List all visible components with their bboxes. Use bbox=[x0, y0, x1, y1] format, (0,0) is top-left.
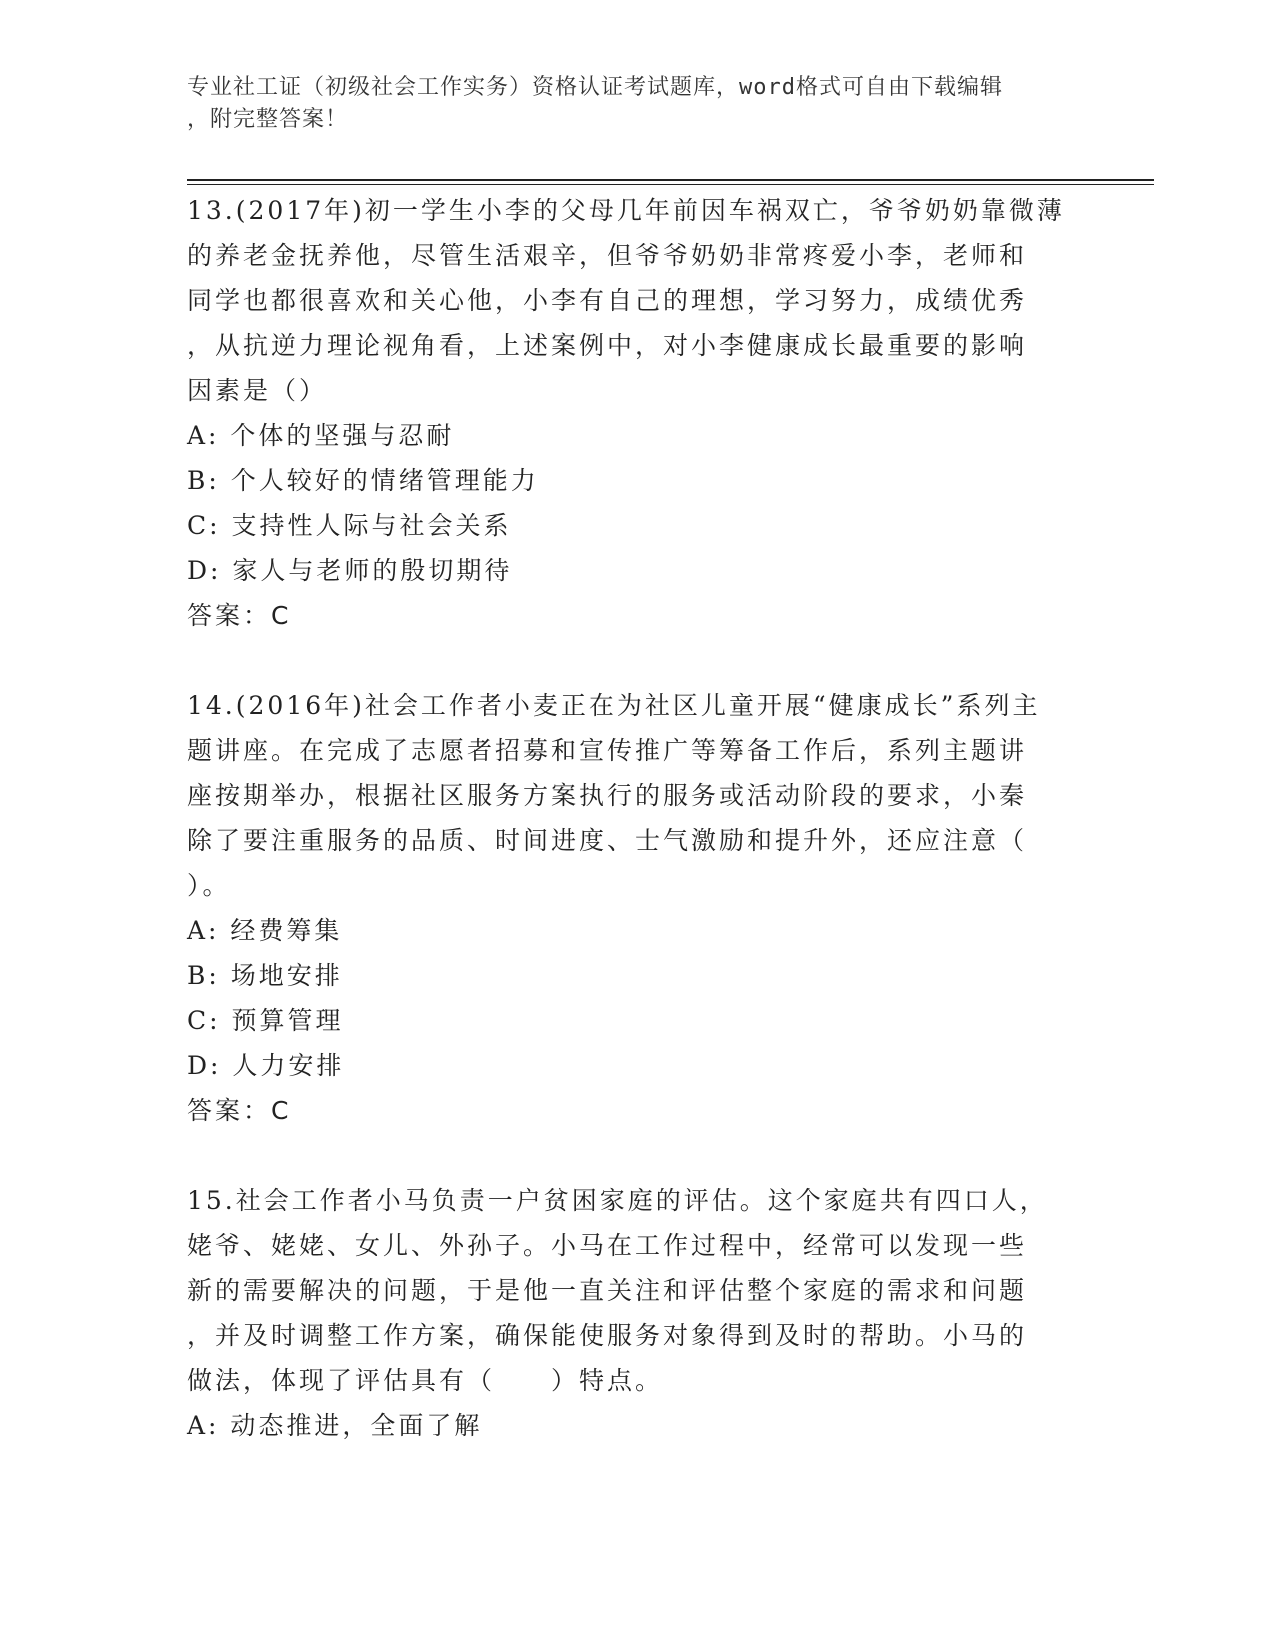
option-b: B: 个人较好的情绪管理能力 bbox=[187, 466, 539, 495]
header-divider-thick bbox=[187, 179, 1154, 181]
question-text-line: 题讲座。在完成了志愿者招募和宣传推广等筹备工作后，系列主题讲 bbox=[187, 736, 1028, 765]
option-b: B: 场地安排 bbox=[187, 961, 343, 990]
question-text-line: 同学也都很喜欢和关心他，小李有自己的理想，学习努力，成绩优秀 bbox=[187, 286, 1028, 315]
question-text-line: 15.社会工作者小马负责一户贫困家庭的评估。这个家庭共有四口人， bbox=[187, 1186, 1048, 1215]
option-a: A: 个体的坚强与忍耐 bbox=[187, 421, 455, 450]
option-c: C: 预算管理 bbox=[187, 1006, 344, 1035]
question-text-line: 13.(2017年)初一学生小李的父母几年前因车祸双亡，爷爷奶奶靠微薄 bbox=[187, 196, 1065, 225]
question-text-line: 座按期举办，根据社区服务方案执行的服务或活动阶段的要求，小秦 bbox=[187, 781, 1028, 810]
option-d: D: 家人与老师的殷切期待 bbox=[187, 556, 513, 585]
question-list bbox=[187, 188, 1107, 1448]
answer-label: 答案：C bbox=[187, 601, 292, 630]
question-text-line: 的养老金抚养他，尽管生活艰辛，但爷爷奶奶非常疼爱小李，老师和 bbox=[187, 241, 1028, 270]
question-text-line: 做法，体现了评估具有（ ）特点。 bbox=[187, 1366, 664, 1395]
question-text-line: ，从抗逆力理论视角看，上述案例中，对小李健康成长最重要的影响 bbox=[187, 331, 1028, 360]
option-a: A: 动态推进，全面了解 bbox=[187, 1411, 483, 1440]
question-text-line: 新的需要解决的问题，于是他一直关注和评估整个家庭的需求和问题 bbox=[187, 1276, 1028, 1305]
question-text-line: 14.(2016年)社会工作者小麦正在为社区儿童开展“健康成长”系列主 bbox=[187, 691, 1041, 720]
spacer bbox=[187, 1133, 1107, 1178]
question-13 bbox=[187, 188, 1107, 638]
answer-label: 答案：C bbox=[187, 1096, 292, 1125]
question-text-line: 因素是（） bbox=[187, 376, 328, 405]
header-line-2: ，附完整答案！ bbox=[187, 107, 349, 132]
option-a: A: 经费筹集 bbox=[187, 916, 343, 945]
question-text-line: ，并及时调整工作方案，确保能使服务对象得到及时的帮助。小马的 bbox=[187, 1321, 1028, 1350]
question-text-line: 除了要注重服务的品质、时间进度、士气激励和提升外，还应注意（ bbox=[187, 826, 1028, 855]
question-text-line: 姥爷、姥姥、女儿、外孙子。小马在工作过程中，经常可以发现一些 bbox=[187, 1231, 1028, 1260]
document-header bbox=[187, 72, 1087, 136]
question-15 bbox=[187, 1178, 1107, 1448]
option-c: C: 支持性人际与社会关系 bbox=[187, 511, 512, 540]
question-14 bbox=[187, 683, 1107, 1133]
option-d: D: 人力安排 bbox=[187, 1051, 345, 1080]
spacer bbox=[187, 638, 1107, 683]
header-line-1: 专业社工证（初级社会工作实务）资格认证考试题库，word格式可自由下载编辑 bbox=[187, 75, 1003, 100]
question-text-line: ）。 bbox=[187, 871, 231, 900]
header-divider-thin bbox=[187, 184, 1154, 185]
